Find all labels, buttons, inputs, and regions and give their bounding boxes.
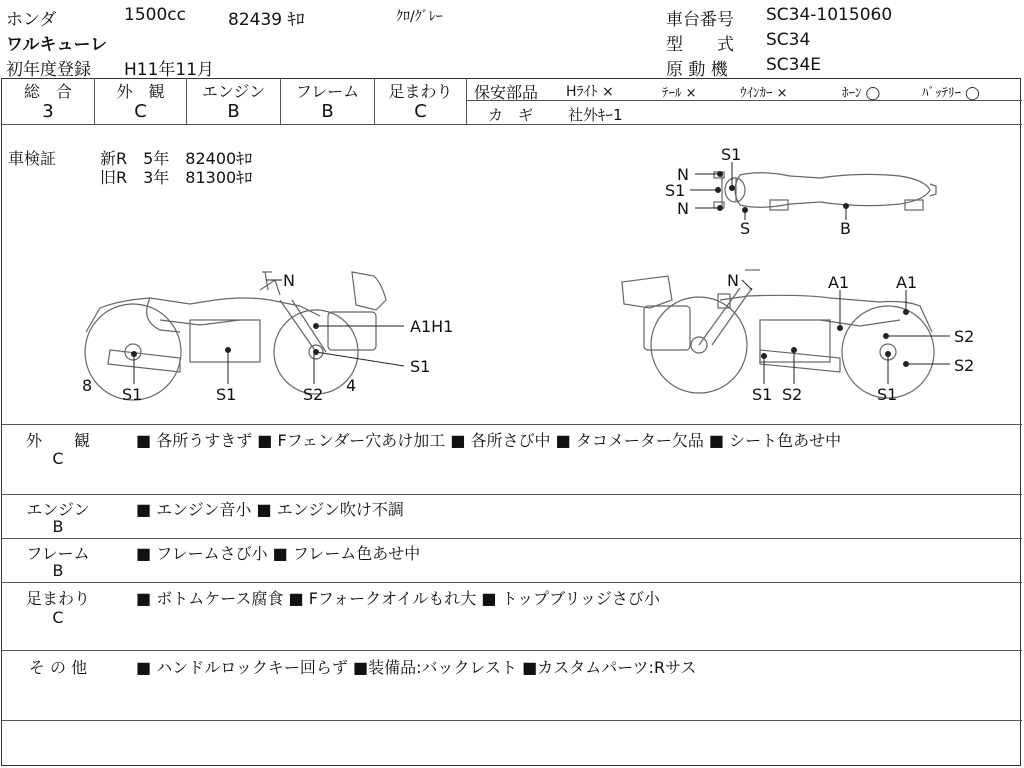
diagram-label: S2: [954, 356, 975, 375]
exterior-notes-title: 外 観: [25, 431, 90, 450]
divider: [466, 78, 467, 124]
overall-label: 総 合: [23, 82, 72, 101]
diagram-label: N: [283, 271, 295, 290]
diagram-label: S1: [410, 357, 431, 376]
frame-label: フレーム: [295, 82, 360, 101]
displacement: 1500cc: [124, 5, 186, 25]
divider: [1, 720, 1022, 721]
exterior-grade: C: [134, 101, 147, 122]
horn-status: ﾎｰﾝ ◯: [842, 86, 881, 101]
key-label: カ ギ: [488, 106, 534, 124]
maker: ホンダ: [6, 10, 57, 30]
tail-status: ﾃｰﾙ ×: [662, 86, 697, 101]
safety-parts-label: 保安部品: [474, 83, 539, 102]
diagram-label: A1: [828, 273, 850, 292]
engine-grade: B: [227, 101, 240, 122]
inspection-old: 旧R 3年 81300ｷﾛ: [100, 168, 253, 187]
suspension-grade: C: [414, 101, 427, 122]
divider: [1, 538, 1022, 539]
diagram-label: A1: [896, 273, 918, 292]
diagram-label: S2: [954, 327, 975, 346]
suspension-notes-title: 足まわり: [25, 589, 90, 608]
diagram-label: S1: [721, 145, 742, 164]
diagram-label: 4: [346, 376, 357, 395]
diagram-label: S1: [665, 181, 686, 200]
inspection-label: 車検証: [8, 149, 57, 168]
other-notes-title: そ の 他: [28, 658, 88, 677]
first-registration-value: H11年11月: [124, 60, 215, 80]
divider: [1, 582, 1022, 583]
engine-notes-title: エンジン: [26, 500, 90, 519]
winker-status: ｳｲﾝｶｰ ×: [740, 86, 788, 101]
overall-grade: 3: [42, 101, 54, 122]
first-registration-label: 初年度登録: [6, 60, 91, 80]
divider: [1, 424, 1022, 425]
frame-notes-title: フレーム: [26, 544, 90, 563]
diagram-label: N: [727, 271, 739, 290]
bike-left-view: [85, 272, 386, 400]
diagram-label: S: [740, 219, 751, 238]
suspension-notes-grade: C: [52, 608, 64, 627]
engine-model-label: 原 動 機: [666, 60, 728, 80]
frame-number-value: SC34-1015060: [766, 5, 893, 25]
diagram-label: N: [677, 199, 689, 218]
color: ｸﾛ/ｸﾞﾚｰ: [396, 9, 443, 25]
mileage: 82439 ｷﾛ: [228, 10, 305, 30]
diagram-label: 8: [82, 376, 93, 395]
engine-label: エンジン: [201, 82, 266, 101]
suspension-label: 足まわり: [388, 82, 453, 101]
suspension-notes: ■ ボトムケース腐食 ■ Fフォークオイルもれ大 ■ トップブリッジさび小: [136, 589, 660, 608]
headlight-status: Hﾗｲﾄ ×: [566, 84, 614, 100]
engine-notes: ■ エンジン音小 ■ エンジン吹け不調: [136, 500, 404, 519]
battery-status: ﾊﾞｯﾃﾘｰ ◯: [922, 86, 980, 101]
diagram-label: S1: [216, 385, 237, 404]
engine-model-value: SC34E: [766, 55, 822, 75]
model-type-value: SC34: [766, 30, 811, 50]
exterior-label: 外 観: [116, 82, 165, 101]
diagram-label: B: [840, 219, 851, 238]
frame-notes-grade: B: [52, 561, 64, 580]
inspection-new: 新R 5年 82400ｷﾛ: [100, 149, 253, 168]
other-notes: ■ ハンドルロックキー回らず ■装備品:バックレスト ■カスタムパーツ:Rサス: [136, 658, 697, 677]
model-type-label: 型 式: [666, 35, 734, 55]
frame-notes: ■ フレームさび小 ■ フレーム色あせ中: [136, 544, 421, 563]
frame-grade: B: [321, 101, 334, 122]
diagram-label: S1: [122, 385, 143, 404]
divider: [1, 650, 1022, 651]
model-name: ワルキューレ: [6, 35, 108, 55]
exterior-notes-grade: C: [52, 449, 64, 468]
diagram-label: A1H1: [410, 317, 454, 336]
diagram-label: S1: [752, 385, 773, 404]
engine-notes-grade: B: [52, 517, 64, 536]
frame-number-label: 車台番号: [666, 10, 734, 30]
bike-top-view: [714, 172, 936, 210]
diagram-label: N: [677, 165, 689, 184]
damage-diagram: [0, 125, 1022, 423]
key-value: 社外ｷｰ1: [568, 106, 623, 124]
exterior-notes: ■ 各所うすきず ■ Fフェンダー穴あけ加工 ■ 各所さび中 ■ タコメーター欠品 ■ シート色あせ中: [136, 431, 842, 450]
diagram-label: S2: [303, 385, 324, 404]
diagram-label: S2: [782, 385, 803, 404]
diagram-label: S1: [877, 385, 898, 404]
divider: [1, 494, 1022, 495]
